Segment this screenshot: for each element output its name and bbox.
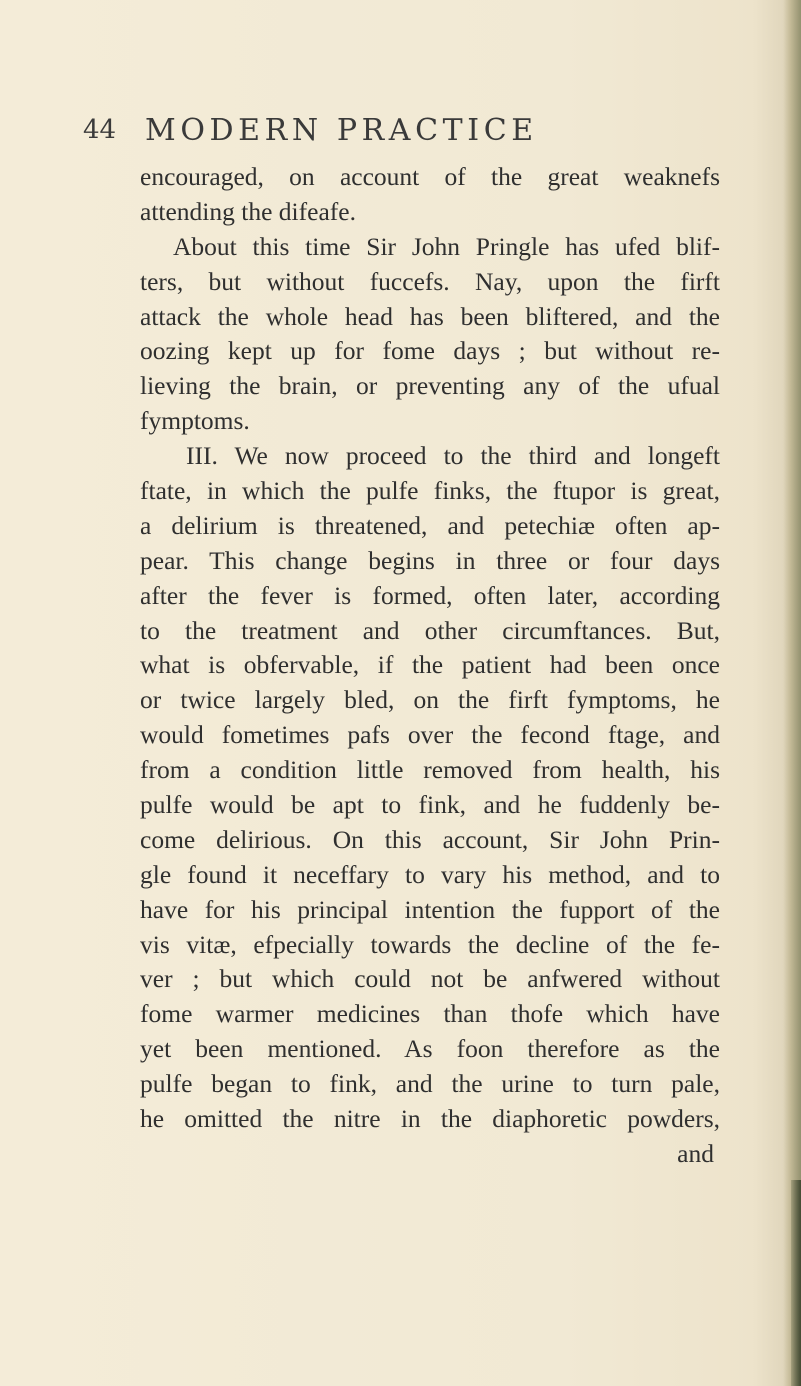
text-line: yet been mentioned. As foon therefore as the <box>140 1034 720 1064</box>
text-line: attack the whole head has been bliftered, and the <box>140 301 720 331</box>
text-line: or twice largely bled, on the firft fymptoms, he <box>140 685 720 715</box>
text-line: a delirium is threatened, and petechiæ often ap- <box>140 510 720 540</box>
text-line: to the treatment and other circumftances. But, <box>140 615 720 645</box>
text-line: encouraged, on account of the great weaknefs <box>140 162 720 191</box>
catchword <box>140 1137 720 1172</box>
text-line: lieving the brain, or preventing any of the ufual <box>140 371 720 401</box>
text-line: pulfe would be apt to fink, and he fuddenly be- <box>140 790 720 820</box>
catchword-text: and <box>677 1138 714 1168</box>
text-line: from a condition little removed from health, his <box>140 755 720 785</box>
text-line: pear. This change begins in three or four days <box>140 545 720 575</box>
running-title: MODERN PRACTICE <box>145 113 538 148</box>
page-edge-shadow <box>783 0 801 1386</box>
text-line: ver ; but which could not be anfwered without <box>140 964 720 994</box>
text-line: what is obfervable, if the patient had been once <box>140 650 720 680</box>
text-line: would fometimes pafs over the fecond ftage, and <box>140 720 720 750</box>
text-line: ftate, in which the pulfe finks, the ftupor is great, <box>140 476 720 506</box>
page-number: 44 <box>83 115 117 145</box>
text-line: he omitted the nitre in the diaphoretic powders, <box>140 1104 720 1134</box>
text-line: ters, but without fuccefs. Nay, upon the firft <box>140 266 720 296</box>
text-line: have for his principal intention the fupport of the <box>140 894 720 924</box>
text-line: oozing kept up for fome days ; but without re- <box>140 336 720 366</box>
text-line: after the fever is formed, often later, according <box>140 580 720 610</box>
text-line: attending the difeafe. <box>140 196 356 226</box>
text-line: gle found it neceffary to vary his method, and to <box>140 859 720 889</box>
text-line: III. We now proceed to the third and longeft <box>186 441 720 471</box>
text-line: pulfe began to fink, and the urine to turn pale, <box>140 1069 720 1099</box>
page-edge-stain <box>791 1180 801 1386</box>
page-header <box>83 113 703 153</box>
text-line: come delirious. On this account, Sir John Prin- <box>140 824 720 854</box>
text-line: About this time Sir John Pringle has ufed blif- <box>173 231 720 261</box>
text-line: fymptoms. <box>140 406 250 436</box>
body-text <box>140 160 720 1172</box>
text-line: fome warmer medicines than thofe which have <box>140 999 720 1029</box>
text-line: vis vitæ, efpecially towards the decline of the fe- <box>140 929 720 959</box>
